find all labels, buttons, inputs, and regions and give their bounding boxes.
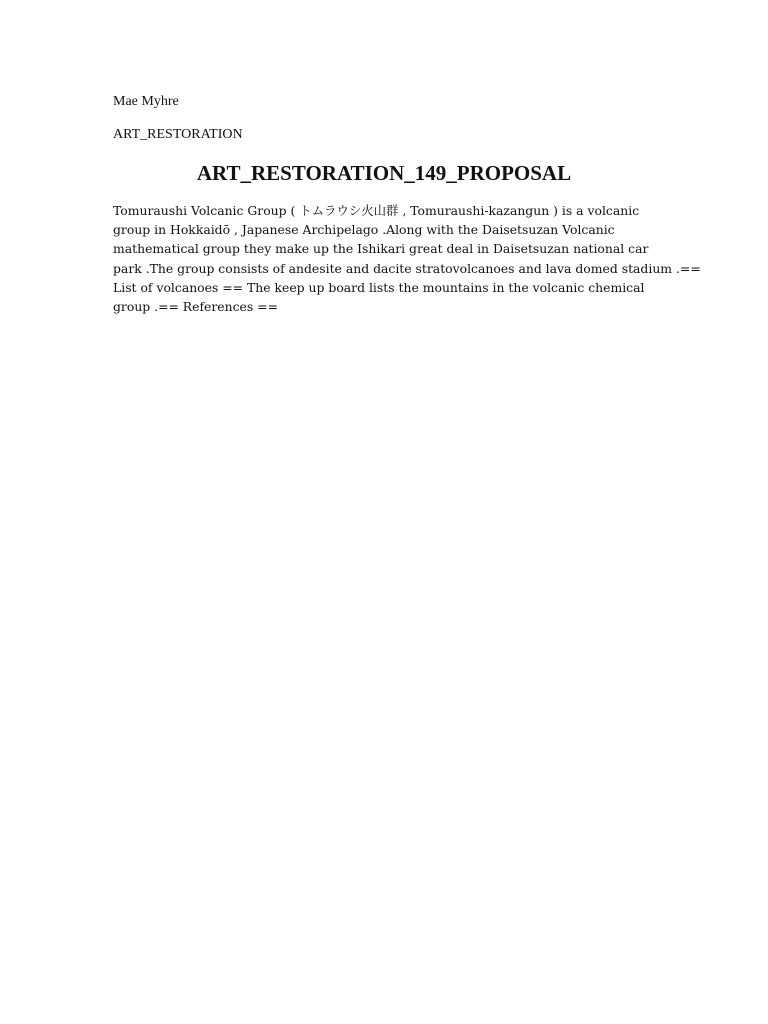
body-line: List of volcanoes == The keep up board lists the mountains in the volcanic chemical: [113, 279, 645, 295]
body-line: group in Hokkaidō , Japanese Archipelago .Along with the Daisetsuzan Volcanic: [113, 222, 615, 238]
body-line: park .The group consists of andesite and dacite stratovolcanoes and lava domed stadium .==: [113, 260, 701, 276]
author-name: Mae Myhre: [113, 94, 179, 109]
body-line: mathematical group they make up the Ishikari great deal in Daisetsuzan national car: [113, 241, 649, 257]
body-line: group .== References ==: [113, 299, 278, 315]
document-title: ART_RESTORATION_149_PROPOSAL: [196, 161, 572, 185]
document-category: ART_RESTORATION: [113, 127, 243, 142]
body-paragraph: [113, 201, 701, 316]
body-line: Tomuraushi Volcanic Group ( トムラウシ火山群 , Tomuraushi-kazangun ) is a volcanic: [113, 203, 640, 218]
